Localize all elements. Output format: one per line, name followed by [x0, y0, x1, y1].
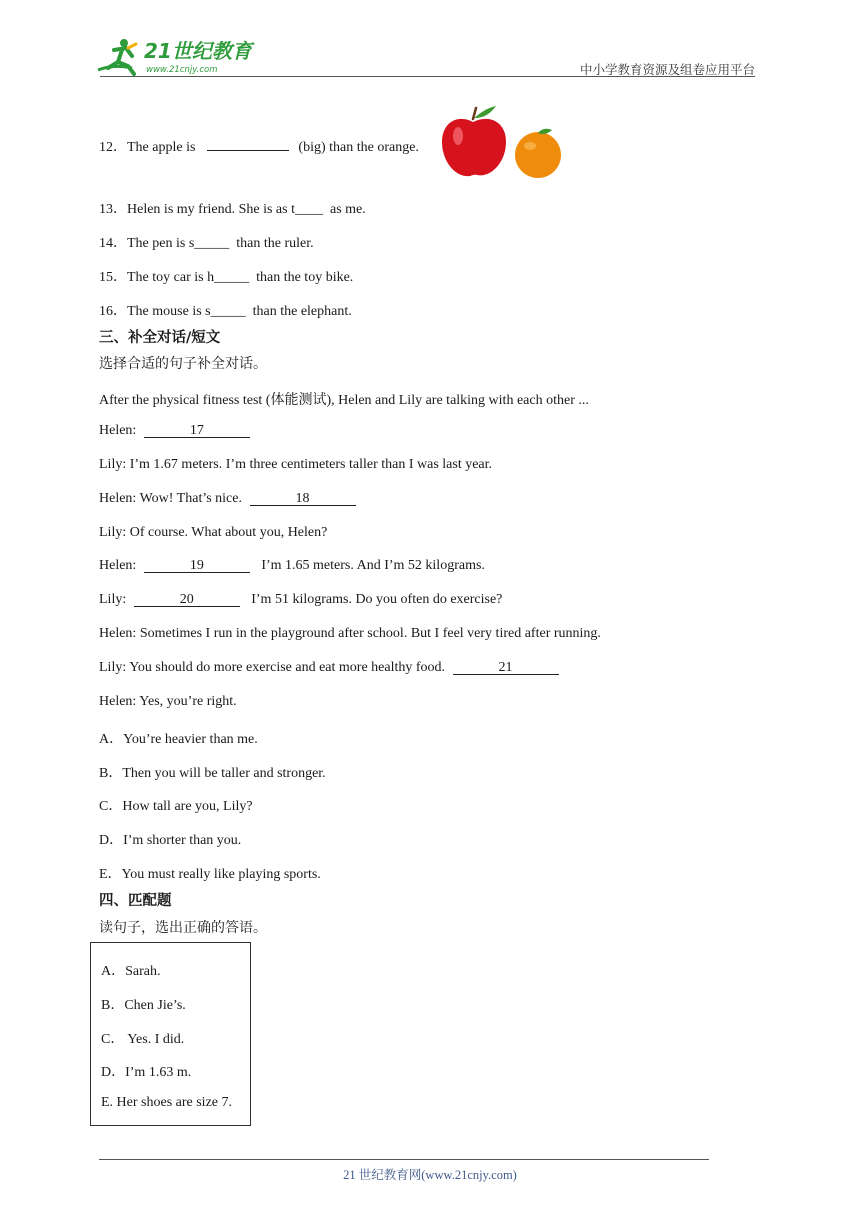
section-3-instruction: 选择合适的句子补全对话。	[99, 356, 267, 372]
section-4-title: 四、匹配题	[99, 893, 172, 909]
question-text: The apple is	[127, 140, 196, 155]
speaker-text-after: I’m 51 kilograms. Do you often do exercise?	[251, 592, 503, 607]
answer-blank-20[interactable]: 20	[134, 593, 240, 607]
question-text-after: than the toy bike.	[256, 270, 354, 285]
dialogue-line	[99, 660, 559, 676]
logo-text: 21世纪教育	[144, 39, 252, 63]
answer-blank-21[interactable]: 21	[453, 661, 559, 675]
question-text-after: (big) than the orange.	[298, 140, 419, 155]
question-text-after: than the elephant.	[252, 304, 352, 319]
logo-url: www.21cnjy.com	[146, 65, 218, 75]
speaker-text: Helen: Wow! That’s nice.	[99, 491, 242, 506]
dialogue-line: Lily: I’m 1.67 meters. I’m three centimeters taller than I was last year.	[99, 457, 493, 472]
option-b: B．Then you will be taller and stronger.	[99, 766, 326, 781]
question-text-after: than the ruler.	[236, 236, 314, 251]
dialogue-intro: After the physical fitness test (体能测试), Helen and Lily are talking with each other ...	[99, 393, 589, 408]
question-text: Helen is my friend. She is as t____	[127, 202, 323, 217]
platform-name: 中小学教育资源及组卷应用平台	[579, 62, 755, 77]
speaker-text: Helen:	[99, 423, 137, 438]
question-14	[99, 232, 314, 252]
dialogue-line: Helen: Sometimes I run in the playground after school. But I feel very tired after running.	[99, 626, 601, 641]
option-d: D．I’m shorter than you.	[99, 833, 242, 848]
apple-icon	[442, 106, 506, 176]
question-number: 13．	[99, 202, 127, 217]
answer-blank-19[interactable]: 19	[144, 559, 250, 573]
box-option-c: C． Yes. I did.	[101, 1032, 185, 1047]
option-e: E．You must really like playing sports.	[99, 867, 321, 882]
question-text: The toy car is h_____	[127, 270, 250, 285]
question-number: 16．	[99, 304, 127, 319]
question-number: 15．	[99, 270, 127, 285]
site-logo	[92, 34, 262, 78]
question-16	[99, 300, 352, 320]
dialogue-line	[99, 592, 502, 608]
box-option-d: D．I’m 1.63 m.	[101, 1065, 192, 1080]
footer-link[interactable]: 21 世纪教育网(www.21cnjy.com)	[343, 1168, 517, 1182]
option-a: A．You’re heavier than me.	[99, 732, 258, 747]
question-13	[99, 198, 366, 218]
question-number: 14．	[99, 236, 127, 251]
question-15	[99, 266, 353, 286]
box-option-b: B．Chen Jie’s.	[101, 998, 186, 1013]
option-c: C．How tall are you, Lily?	[99, 799, 253, 814]
dialogue-line: Lily: Of course. What about you, Helen?	[99, 525, 328, 540]
dialogue-line	[99, 558, 485, 574]
apple-and-orange-image	[440, 104, 566, 182]
answer-options-box	[90, 942, 251, 1126]
speaker-text: Lily:	[99, 592, 127, 607]
section-4-instruction: 读句子，选出正确的答语。	[99, 920, 267, 936]
dialogue-line	[99, 423, 250, 439]
answer-blank-17[interactable]: 17	[144, 424, 250, 438]
header-divider	[100, 76, 755, 77]
question-12	[99, 136, 419, 156]
question-text: The mouse is s_____	[127, 304, 246, 319]
speaker-text-after: I’m 1.65 meters. And I’m 52 kilograms.	[261, 558, 485, 573]
box-option-a: A．Sarah.	[101, 964, 161, 979]
question-number: 12．	[99, 140, 127, 155]
speaker-text: Lily: You should do more exercise and eat more healthy food.	[99, 660, 446, 675]
answer-blank[interactable]	[207, 150, 289, 151]
question-text-after: as me.	[329, 202, 366, 217]
box-option-e: E. Her shoes are size 7.	[101, 1095, 233, 1110]
orange-icon	[515, 129, 561, 178]
dialogue-line: Helen: Yes, you’re right.	[99, 694, 237, 709]
footer-divider	[99, 1159, 709, 1160]
dialogue-line	[99, 491, 356, 507]
section-3-title: 三、补全对话/短文	[99, 330, 221, 346]
question-text: The pen is s_____	[127, 236, 230, 251]
answer-blank-18[interactable]: 18	[250, 492, 356, 506]
speaker-text: Helen:	[99, 558, 137, 573]
